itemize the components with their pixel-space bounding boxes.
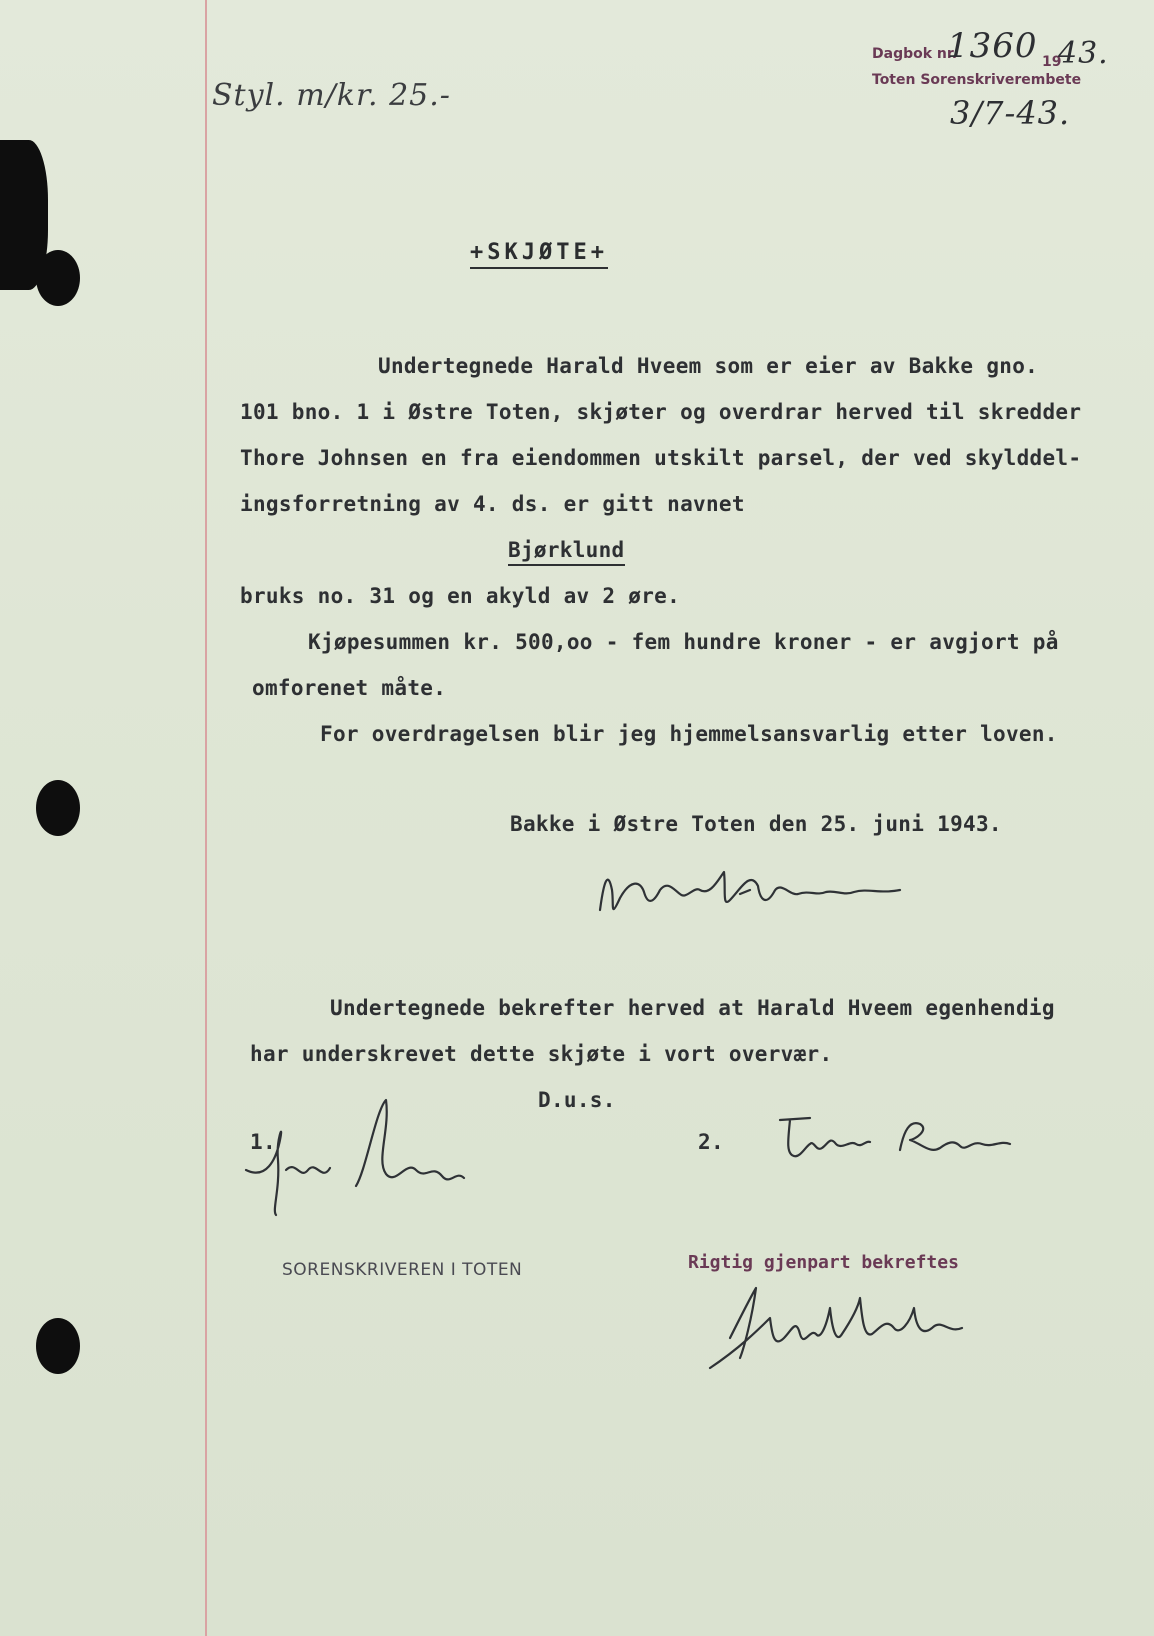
witness2-number: 2. <box>698 1130 724 1154</box>
closing-abbrev: D.u.s. <box>538 1088 616 1112</box>
witness1-number: 1. <box>250 1130 276 1154</box>
office-name: Toten Sorenskriverembete <box>872 72 1082 88</box>
dagbok-year-prefix: 19 <box>1042 54 1062 70</box>
office-stamp: SORENSKRIVEREN I TOTEN <box>282 1260 523 1280</box>
place-date: Bakke i Østre Toten den 25. juni 1943. <box>510 812 1002 836</box>
body-line: 101 bno. 1 i Østre Toten, skjøter og overdrar herved til skredder <box>240 400 1082 424</box>
body-line: omforenet måte. <box>252 676 447 700</box>
body-line: Thore Johnsen en fra eiendommen utskilt parsel, der ved skylddel- <box>240 446 1082 470</box>
dagbok-number: 1360 <box>947 26 1038 66</box>
body-line: har underskrevet dette skjøte i vort overvær. <box>250 1042 833 1066</box>
document-title: +SKJØTE+ <box>470 240 608 269</box>
received-date: 3/7-43. <box>950 94 1071 132</box>
property-name: Bjørklund <box>508 538 625 566</box>
margin-rule <box>205 0 207 1636</box>
punch-hole <box>36 780 80 836</box>
dagbok-label: Dagbok nr. <box>872 46 958 62</box>
dagbok-year: 43. <box>1058 36 1109 71</box>
body-line: ingsforretning av 4. ds. er gitt navnet <box>240 492 745 516</box>
body-line: For overdragelsen blir jeg hjemmelsansvarlig etter loven. <box>320 722 1058 746</box>
punch-hole <box>36 250 80 306</box>
body-line: Undertegnede Harald Hveem som er eier av Bakke gno. <box>378 354 1039 378</box>
body-line: Undertegnede bekrefter herved at Harald Hveem egenhendig <box>330 996 1055 1020</box>
certify-stamp: Rigtig gjenpart bekreftes <box>688 1252 959 1273</box>
body-line: bruks no. 31 og en akyld av 2 øre. <box>240 584 681 608</box>
body-line: Kjøpesummen kr. 500,oo - fem hundre kroner - er avgjort på <box>308 630 1059 654</box>
margin-note: Styl. m/kr. 25.- <box>212 78 451 113</box>
punch-hole <box>36 1318 80 1374</box>
